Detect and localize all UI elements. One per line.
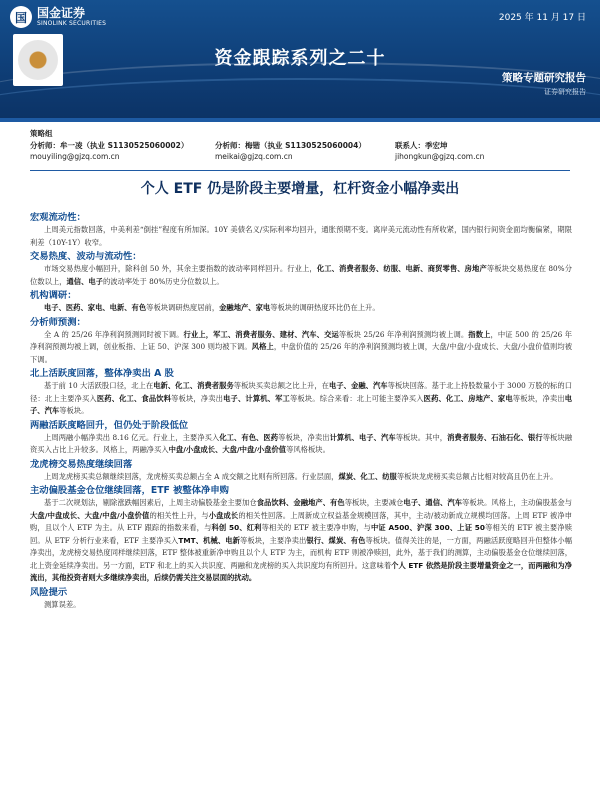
section-paragraph: 测算误差。 xyxy=(44,599,81,609)
highlight-text: 计算机、电子、汽车 xyxy=(329,432,396,442)
team-name: 策略组 xyxy=(30,129,53,138)
section-paragraph: 上周龙虎榜买卖总额继续回落，龙虎榜买卖总额占全 A 成交额之比则有所回落。行业层面，煤炭、化工、纺服等板块龙虎榜买卖总额占比相对较高且仍在上升。 xyxy=(44,471,558,481)
report-date: 2025 年 11 月 17 日 xyxy=(498,13,586,23)
highlight-text: 大盘/中盘成长、大盘/中盘/小盘价值 xyxy=(30,510,150,520)
section-heading: 主动偏股基金仓位继续回落，ETF 被整体净申购 xyxy=(30,485,229,496)
analyst-1-email[interactable]: mouyiling@gjzq.com.cn xyxy=(30,151,120,161)
highlight-text: 风格上 xyxy=(251,342,274,351)
highlight-text: 金融地产、家电 xyxy=(219,303,271,312)
report-title: 个人 ETF 仍是阶段主要增量，杠杆资金小幅净卖出 xyxy=(140,181,460,197)
highlight-text: 电子、金融、汽车 xyxy=(329,381,388,390)
section-paragraph: 上周美元指数回落，中美利差“倒挂”程度有所加深。10Y 美债名义/实际利率均回升，通胀预期不变。离岸美元流动性有所收紧，国内银行间资金面均衡偏紧，期限利差（10Y-1Y）收窄。 xyxy=(30,225,572,247)
contact-email[interactable]: jihongkun@gjzq.com.cn xyxy=(395,151,485,161)
section-paragraph: 基于前 10 大活跃股口径，北上在电新、化工、消费者服务等板块买卖总额之比上升，在电子、金融、汽车等板块回落。基于北上持股数量小于 3000 万股的标的口径：北上主要净买入医药、化工、食品饮料等板块，净卖出电子、计算机、军工等板块。综合来看：北上可能主要净买入医药、化工、房地产、家电等板块，净卖出电子、汽车等板块。 xyxy=(30,381,573,415)
series-title: 资金跟踪系列之二十 xyxy=(214,48,386,69)
section-paragraph: 上周两融小幅净卖出 8.16 亿元。行业上，主要净买入化工、有色、医药等板块，净卖出计算机、电子、汽车等板块。其中，消费者服务、石油石化、银行等板块融资买入占比上升较多。风格上，两融净买入中盘/小盘成长、大盘/中盘/小盘价值等风格板块。 xyxy=(30,432,573,454)
section-heading: 分析师预测： xyxy=(30,316,86,328)
highlight-text: 电子、通信、汽车 xyxy=(403,498,463,507)
highlight-text: TMT、机械、电新 xyxy=(178,535,240,545)
section-paragraph: 基于二次规划法，剔除涨跌幅因素后，上周主动偏股基金主要加仓食品饮料、金融地产、有色等板块，主要减仓电子、通信、汽车等板块。风格上，主动偏股基金与大盘/中盘成长、大盘/中盘/小盘价值的相关性上升，与小盘成长的相关性回落。上周新成立权益基金规模回落，其中，主动/被动新成立规模均回落。上周 ETF 被净申购，且以个人 ETF 为主。从 ETF 跟踪的指数来看，与科创 50、红利等相关的 ETF 被主要净申购，与中证 A500、沪深 300、上证 50等相关的 ETF 被主要净赎回。从 ETF 分析行业来看，ETF 主要净买入TMT、机械、电新等板块，主要净卖出银行、煤炭、有色等板块。值得关注的是，一方面，两融活跃度略回升但整体小幅净卖出，龙虎榜交易热度同样继续回落，ETF 整体被重新净申购且以个人 ETF 为主，而机构 ETF 则被净赎回，此外，基于我们的测算，主动偏股基金仓位继续回落，北上资金延续净卖出。另一方面，ETF 和北上的买入共识度、两融和龙虎榜的买入共识度均有所回升。这意味着个人 ETF 依然是阶段主要增量资金之一，而两融和为净流出，其他投资者则大多继续净卖出，后续仍需关注交易层面的扰动。 xyxy=(30,498,573,582)
contact-line: 联系人：季宏坤 xyxy=(395,141,448,150)
section-heading: 风险提示 xyxy=(30,586,68,598)
highlight-text: 中盘/小盘成长、大盘/中盘/小盘价值 xyxy=(168,445,287,454)
highlight-text: 化工、消费者服务、纺服、电新、商贸零售、房地产 xyxy=(316,264,487,273)
section-heading: 机构调研： xyxy=(30,290,77,301)
highlight-text: 行业上，军工、消费者服务、建材、汽车、交运 xyxy=(183,329,339,339)
highlight-text: 小盘成长 xyxy=(208,510,239,520)
logo-cn-text: 国金证券 xyxy=(37,5,86,20)
logo-en-text: SINOLINK SECURITIES xyxy=(37,19,107,27)
section-heading: 两融活跃度略回升，但仍处于阶段低位 xyxy=(30,419,189,431)
company-logo xyxy=(10,6,106,28)
highlight-text: 银行、煤炭、有色 xyxy=(306,535,366,545)
section-heading: 交易热度、波动与流动性： xyxy=(30,251,142,262)
highlight-text: 食品饮料、金融地产、有色 xyxy=(256,498,345,507)
highlight-text: 电子、汽车 xyxy=(30,393,573,415)
highlight-text: 电子、计算机、军工 xyxy=(223,393,290,403)
highlight-text: 医药、化工、房地产、家电 xyxy=(423,393,513,403)
section-heading: 北上活跃度回落，整体净卖出 A 股 xyxy=(30,368,174,379)
divider xyxy=(30,170,570,171)
highlight-text: 科创 50、红利 xyxy=(211,523,262,532)
report-subtype: 证券研究报告 xyxy=(544,88,586,96)
highlight-text: 指数上 xyxy=(468,329,491,339)
analyst-block xyxy=(30,128,580,162)
analyst-2-email[interactable]: meikai@gjzq.com.cn xyxy=(215,151,293,161)
banner-stripe xyxy=(0,118,600,122)
section-heading: 龙虎榜交易热度继续回落 xyxy=(30,458,133,470)
section-paragraph: 电子、医药、家电、电新、有色等板块调研热度居前，金融地产、家电等板块的调研热度环比仍在上升。 xyxy=(44,303,380,312)
report-banner xyxy=(0,0,600,118)
report-type: 策略专题研究报告 xyxy=(502,72,586,84)
highlight-text: 医药、化工、食品饮料 xyxy=(96,393,172,403)
section-heading: 宏观流动性： xyxy=(30,212,86,223)
highlight-text: 电子、医药、家电、电新、有色 xyxy=(44,303,147,312)
report-body xyxy=(30,210,572,611)
highlight-text: 消费者服务、石油石化、银行 xyxy=(447,432,543,442)
analyst-2-line: 分析师：梅锴（执业 S1130525060004） xyxy=(215,141,366,150)
section-paragraph: 市场交易热度小幅回升，除科创 50 外，其余主要指数的波动率同样回升。行业上，化工、消费者服务、纺服、电新、商贸零售、房地产等板块交易热度在 80%分位数以上，通信、电子的波动率处于 80%历史分位数以上。 xyxy=(30,264,573,286)
highlight-text: 中证 A500、沪深 300、上证 50 xyxy=(370,523,485,532)
highlight-text: 化工、有色、医药 xyxy=(219,432,279,442)
highlight-text: 个人 ETF 依然是阶段主要增量资金之一，而两融和为净流出，其他投资者则大多继续净卖出，后续仍需关注交易层面的扰动。 xyxy=(30,560,572,582)
highlight-text: 通信、电子 xyxy=(66,276,103,286)
highlight-text: 煤炭、化工、纺服 xyxy=(338,471,397,481)
analyst-1-line: 分析师：牟一凌（执业 S1130525060002） xyxy=(30,141,189,150)
section-paragraph: 全 A 的 25/26 年净利润预测同时被下调。行业上，军工、消费者服务、建材、汽车、交运等板块 25/26 年净利润预测均被上调。指数上，中证 500 的 25/26 年净利润预测均被上调，创业板指、上证 50、沪深 300 则均被下调。风格上，中盘价值的 25/26 年的净利润预测均被上调，大盘/中盘/小盘成长、大盘/小盘价值则均被下调。 xyxy=(30,329,573,364)
logo-icon: 国 xyxy=(10,6,32,28)
highlight-text: 电新、化工、消费者服务 xyxy=(153,381,234,390)
